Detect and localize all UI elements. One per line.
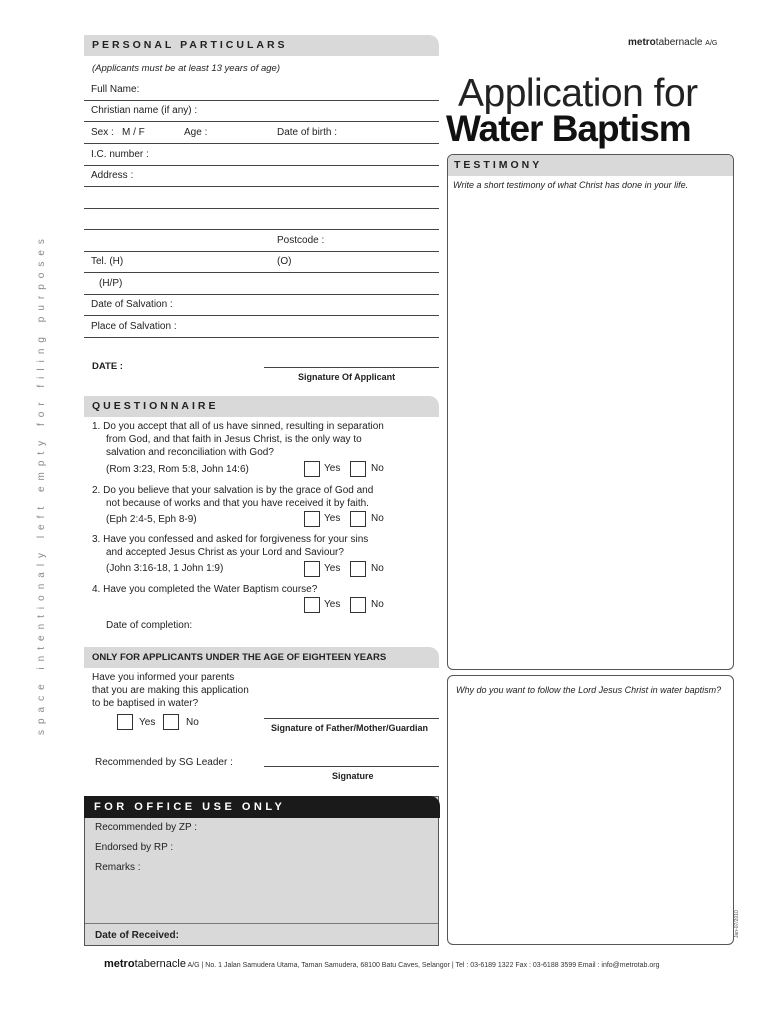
brand-logo — [628, 37, 717, 48]
office-heading: FOR OFFICE USE ONLY — [84, 796, 440, 818]
tel-o-label: (O) — [277, 256, 292, 267]
postcode-field[interactable] — [84, 230, 439, 252]
guardian-signature-line[interactable] — [264, 718, 439, 719]
q1-line2: from God, and that faith in Jesus Christ, is the only way to — [106, 434, 362, 445]
testimony-prompt: Write a short testimony of what Christ has done in your life. — [453, 180, 689, 190]
address-label: Address : — [91, 170, 134, 181]
q2-line1: 2. Do you believe that your salvation is by the grace of God and — [92, 485, 374, 496]
testimony-heading: TESTIMONY — [448, 155, 733, 176]
address-line-2[interactable] — [84, 187, 439, 209]
address-field[interactable] — [84, 165, 439, 187]
sex-age-dob-row[interactable] — [84, 122, 439, 144]
tel-h-label: Tel. (H) — [91, 256, 124, 267]
q3-line2: and accepted Jesus Christ as your Lord and Saviour? — [106, 547, 344, 558]
q4-yes-checkbox[interactable] — [304, 597, 320, 613]
christian-name-field[interactable] — [84, 100, 439, 122]
minors-q-line2: that you are making this application — [92, 685, 249, 696]
office-received-label: Date of Received: — [85, 923, 438, 946]
q4-yes-label: Yes — [324, 599, 341, 610]
office-zp-label: Recommended by ZP : — [95, 822, 198, 833]
full-name-field[interactable] — [84, 79, 439, 101]
tel-field[interactable] — [84, 251, 439, 273]
personal-heading: PERSONAL PARTICULARS — [84, 35, 439, 56]
date-salvation-field[interactable] — [84, 294, 439, 316]
minors-q-line1: Have you informed your parents — [92, 672, 235, 683]
minors-yes-checkbox[interactable] — [117, 714, 133, 730]
office-use-box — [84, 796, 439, 946]
why-prompt: Why do you want to follow the Lord Jesus Christ in water baptism? — [456, 685, 722, 695]
q1-line3: salvation and reconciliation with God? — [106, 447, 274, 458]
sg-signature-label: Signature — [332, 771, 374, 781]
q3-yes-checkbox[interactable] — [304, 561, 320, 577]
q4-no-checkbox[interactable] — [350, 597, 366, 613]
q3-no-label: No — [371, 563, 384, 574]
minors-no-label: No — [186, 717, 199, 728]
q1-yes-label: Yes — [324, 463, 341, 474]
q4-no-label: No — [371, 599, 384, 610]
sex-options: M / F — [122, 127, 145, 138]
brand-light: tabernacle — [655, 37, 703, 48]
filing-note: space intentionaly left empty for filing purposes — [36, 233, 47, 735]
place-salvation-field[interactable] — [84, 316, 439, 338]
age-note: (Applicants must be at least 13 years of age) — [92, 63, 280, 74]
date-salvation-label: Date of Salvation : — [91, 299, 173, 310]
q2-no-checkbox[interactable] — [350, 511, 366, 527]
q2-yes-label: Yes — [324, 513, 341, 524]
footer-brand-light: tabernacle — [134, 958, 186, 970]
dob-label: Date of birth : — [277, 127, 338, 138]
q1-no-label: No — [371, 463, 384, 474]
office-rp-label: Endorsed by RP : — [95, 842, 174, 853]
footer-address: A/G | No. 1 Jalan Samudera Utama, Taman Samudera, 68100 Batu Caves, Selangor | Tel : 03-6189 1322 Fax : 03-6188 3599 Email : info@metrotab.org — [187, 962, 660, 969]
postcode-label: Postcode : — [277, 235, 325, 246]
minors-question — [92, 671, 249, 710]
ic-field[interactable] — [84, 144, 439, 166]
date-completion-label: Date of completion: — [106, 620, 193, 631]
q2-ref: (Eph 2:4-5, Eph 8-9) — [106, 514, 197, 525]
sex-label: Sex : — [91, 127, 114, 138]
age-label: Age : — [184, 127, 208, 138]
form-code: Jan-07/2010 — [734, 910, 740, 938]
testimony-box[interactable] — [447, 154, 734, 670]
sg-signature-line[interactable] — [264, 766, 439, 767]
q1-yes-checkbox[interactable] — [304, 461, 320, 477]
christian-name-label: Christian name (if any) : — [91, 105, 198, 116]
minors-heading: ONLY FOR APPLICANTS UNDER THE AGE OF EIGHTEEN YEARS — [84, 647, 439, 668]
tel-hp-field[interactable] — [84, 273, 439, 295]
minors-no-checkbox[interactable] — [163, 714, 179, 730]
q2-yes-checkbox[interactable] — [304, 511, 320, 527]
why-box[interactable] — [447, 675, 734, 945]
q1-line1: 1. Do you accept that all of us have sinned, resulting in separation — [92, 421, 384, 432]
office-remarks-label: Remarks : — [95, 862, 141, 873]
date-label: DATE : — [92, 361, 123, 372]
q3-yes-label: Yes — [324, 563, 341, 574]
place-salvation-label: Place of Salvation : — [91, 321, 177, 332]
brand-suffix: A/G — [705, 40, 718, 47]
q3-ref: (John 3:16-18, 1 John 1:9) — [106, 563, 224, 574]
applicant-signature-line[interactable] — [264, 367, 439, 368]
q2-line2: not because of works and that you have received it by faith. — [106, 498, 369, 509]
q2-no-label: No — [371, 513, 384, 524]
minors-q-line3: to be baptised in water? — [92, 698, 199, 709]
applicant-signature-label: Signature Of Applicant — [298, 372, 396, 382]
q1-no-checkbox[interactable] — [350, 461, 366, 477]
minors-yes-label: Yes — [139, 717, 156, 728]
brand-bold: metro — [628, 37, 656, 48]
title-line1: Application for — [458, 72, 698, 115]
recommended-sg-label: Recommended by SG Leader : — [95, 757, 233, 768]
q3-no-checkbox[interactable] — [350, 561, 366, 577]
ic-label: I.C. number : — [91, 149, 149, 160]
q3-line1: 3. Have you confessed and asked for forgiveness for your sins — [92, 534, 369, 545]
tel-hp-label: (H/P) — [99, 278, 123, 289]
address-line-3[interactable] — [84, 208, 439, 230]
guardian-signature-label: Signature of Father/Mother/Guardian — [271, 723, 429, 733]
title-line2: Water Baptism — [446, 108, 691, 149]
full-name-label: Full Name: — [91, 84, 140, 95]
questionnaire-heading: QUESTIONNAIRE — [84, 396, 439, 417]
question-4: 4. Have you completed the Water Baptism course? — [92, 584, 318, 595]
footer — [104, 958, 659, 970]
q1-ref: (Rom 3:23, Rom 5:8, John 14:6) — [106, 464, 249, 475]
footer-brand-bold: metro — [104, 958, 135, 970]
